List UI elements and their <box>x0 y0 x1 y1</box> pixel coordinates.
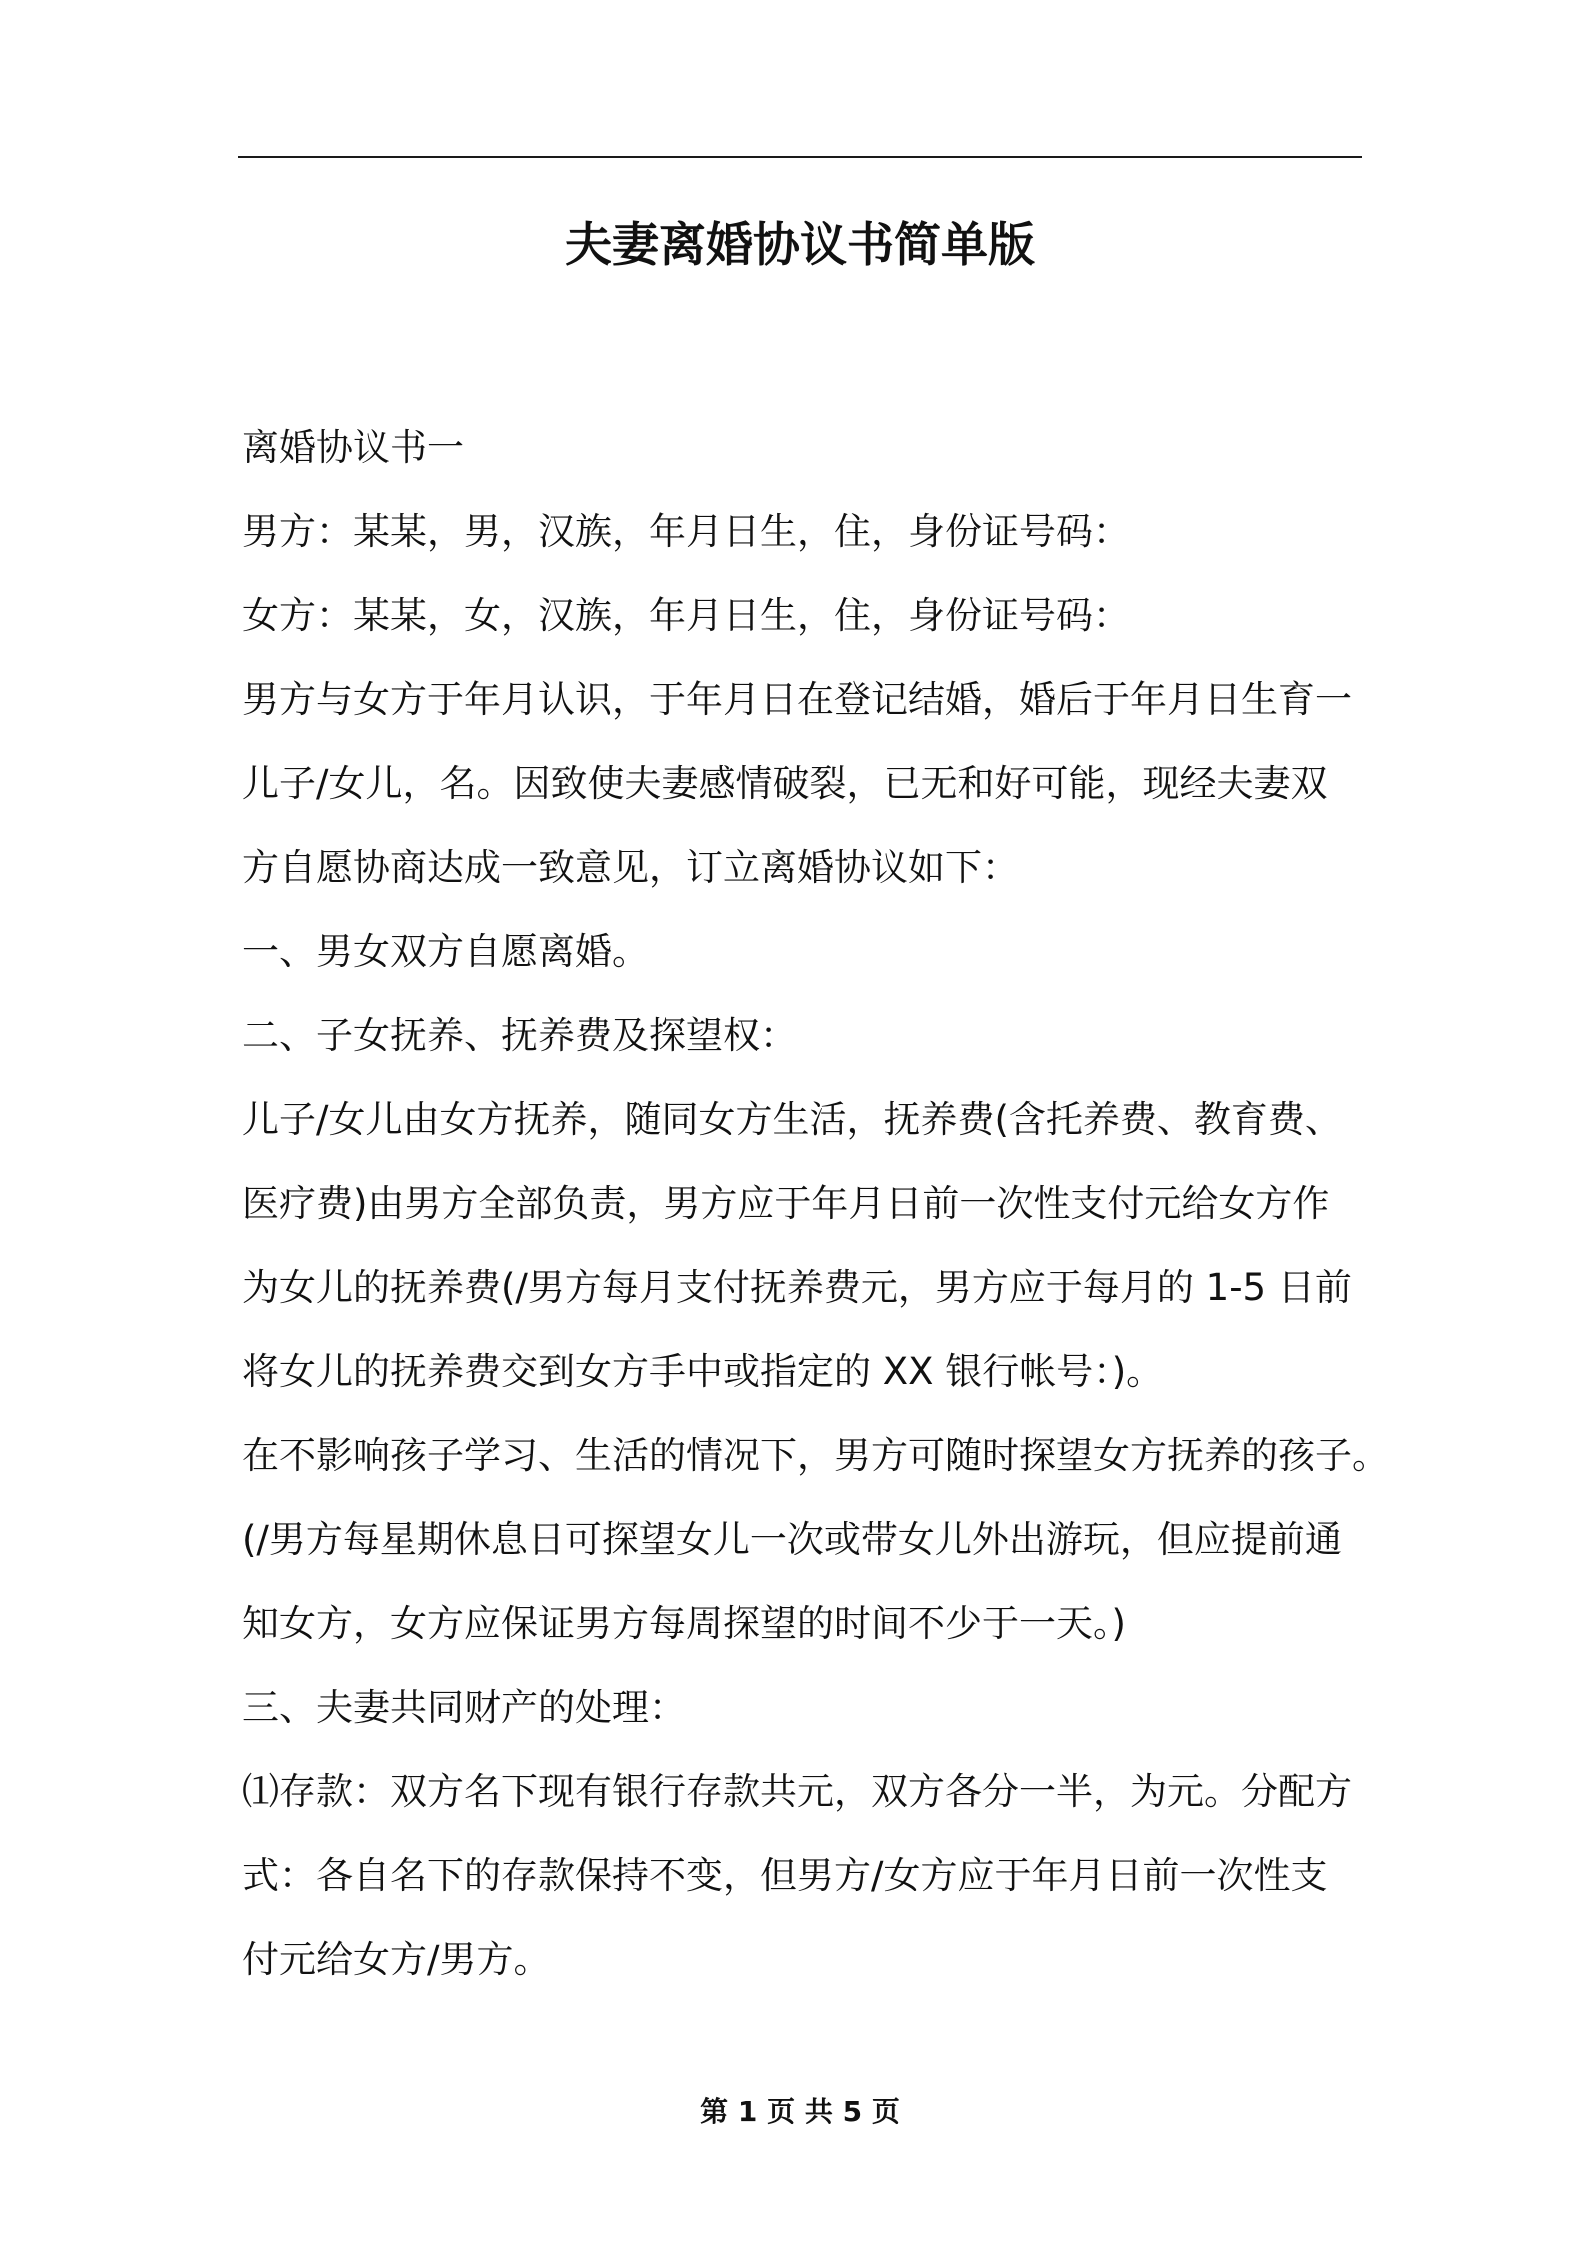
body-line: 在不影响孩子学习、生活的情况下，男方可随时探望女方抚养的孩子。 <box>242 1434 1389 1477</box>
body-line: 一、男女双方自愿离婚。 <box>242 930 649 973</box>
document-title: 夫妻离婚协议书简单版 <box>565 218 1035 273</box>
body-line: 二、子女抚养、抚养费及探望权： <box>242 1014 797 1057</box>
body-line: 方自愿协商达成一致意见，订立离婚协议如下： <box>242 846 1019 889</box>
body-line: 男方与女方于年月认识，于年月日在登记结婚，婚后于年月日生育一 <box>242 678 1352 721</box>
body-line: 离婚协议书一 <box>242 426 464 469</box>
page-number-footer: 第 1 页 共 5 页 <box>700 2095 900 2128</box>
body-line: 儿子/女儿，名。因致使夫妻感情破裂，已无和好可能，现经夫妻双 <box>242 762 1328 805</box>
body-line: 式：各自名下的存款保持不变，但男方/女方应于年月日前一次性支 <box>242 1854 1328 1897</box>
header-rule <box>238 156 1362 158</box>
body-line: 三、夫妻共同财产的处理： <box>242 1686 686 1729</box>
body-line: 女方：某某，女，汉族，年月日生，住，身份证号码： <box>242 594 1130 637</box>
document-body <box>242 406 1389 2002</box>
body-line: 将女儿的抚养费交到女方手中或指定的 XX 银行帐号：)。 <box>242 1350 1164 1393</box>
body-line: 知女方，女方应保证男方每周探望的时间不少于一天。) <box>242 1602 1126 1645</box>
body-line: (/男方每星期休息日可探望女儿一次或带女儿外出游玩，但应提前通 <box>242 1518 1342 1561</box>
body-line: 为女儿的抚养费(/男方每月支付抚养费元，男方应于每月的 1-5 日前 <box>242 1266 1352 1309</box>
body-line: 付元给女方/男方。 <box>242 1938 551 1981</box>
body-line: 男方：某某，男，汉族，年月日生，住，身份证号码： <box>242 510 1130 553</box>
body-line: 医疗费)由男方全部负责，男方应于年月日前一次性支付元给女方作 <box>242 1182 1330 1225</box>
body-line: 儿子/女儿由女方抚养，随同女方生活，抚养费(含托养费、教育费、 <box>242 1098 1342 1141</box>
body-line: ⑴存款：双方名下现有银行存款共元，双方各分一半，为元。分配方 <box>242 1770 1352 1813</box>
